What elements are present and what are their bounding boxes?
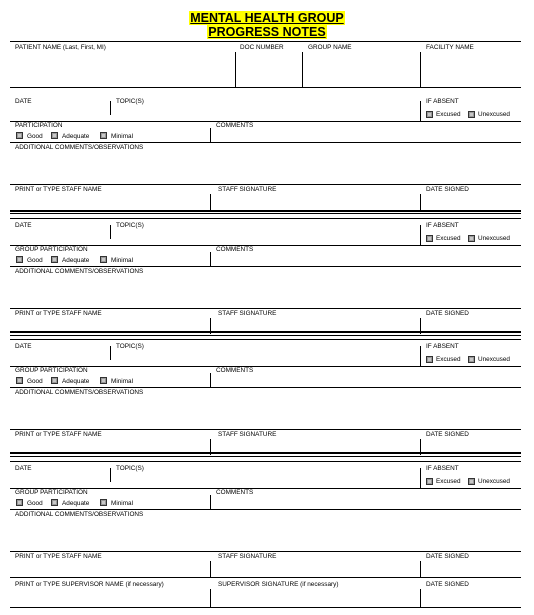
adequate-checkbox[interactable] <box>51 132 58 139</box>
topics-label: TOPIC(S) <box>116 465 144 472</box>
topics-label: TOPIC(S) <box>116 222 144 229</box>
if-absent-label: IF ABSENT <box>426 465 459 472</box>
supervisor-date-signed-label: DATE SIGNED <box>426 581 469 588</box>
excused-checkbox[interactable] <box>426 111 433 118</box>
topics-divider <box>110 225 111 239</box>
adequate-checkbox[interactable] <box>51 499 58 506</box>
topics-divider <box>110 346 111 360</box>
good-label: Good <box>27 500 43 507</box>
adequate-checkbox[interactable] <box>51 256 58 263</box>
patient-name-label: PATIENT NAME (Last, First, MI) <box>15 44 106 51</box>
staff-name-label: PRINT or TYPE STAFF NAME <box>15 431 102 438</box>
adequate-label: Adequate <box>62 500 90 507</box>
form-title-line-2: PROGRESS NOTES <box>208 25 326 39</box>
date-label: DATE <box>15 98 32 105</box>
minimal-label: Minimal <box>111 500 134 507</box>
comments-divider <box>210 128 211 142</box>
date-signed-label: DATE SIGNED <box>426 553 469 560</box>
additional-comments-label: ADDITIONAL COMMENTS/OBSERVATIONS <box>15 144 144 151</box>
good-label: Good <box>27 257 43 264</box>
signature-divider <box>210 194 211 210</box>
unexcused-label: Unexcused <box>478 478 510 485</box>
if-absent-label: IF ABSENT <box>426 343 459 350</box>
row-rule <box>10 429 521 430</box>
unexcused-label: Unexcused <box>478 111 510 118</box>
participation-label: GROUP PARTICIPATION <box>15 367 88 374</box>
unexcused-label: Unexcused <box>478 235 510 242</box>
staff-name-label: PRINT or TYPE STAFF NAME <box>15 553 102 560</box>
adequate-label: Adequate <box>62 257 90 264</box>
excused-checkbox[interactable] <box>426 356 433 363</box>
section-top-rule <box>10 218 521 219</box>
good-checkbox[interactable] <box>16 256 23 263</box>
row-rule <box>10 387 521 388</box>
absent-divider <box>420 225 421 245</box>
excused-checkbox[interactable] <box>426 235 433 242</box>
good-checkbox[interactable] <box>16 499 23 506</box>
if-absent-label: IF ABSENT <box>426 222 459 229</box>
additional-comments-label: ADDITIONAL COMMENTS/OBSERVATIONS <box>15 389 144 396</box>
section-bottom-rule <box>10 452 521 454</box>
participation-label: GROUP PARTICIPATION <box>15 246 88 253</box>
additional-comments-label: ADDITIONAL COMMENTS/OBSERVATIONS <box>15 511 144 518</box>
unexcused-checkbox[interactable] <box>468 478 475 485</box>
facility-name-label: FACILITY NAME <box>426 44 474 51</box>
date-signed-label: DATE SIGNED <box>426 186 469 193</box>
row-rule <box>10 551 521 552</box>
supervisor-date-divider <box>420 589 421 607</box>
if-absent-label: IF ABSENT <box>426 98 459 105</box>
comments-label: COMMENTS <box>216 367 254 374</box>
section-separator-rule <box>10 335 521 336</box>
minimal-checkbox[interactable] <box>100 499 107 506</box>
comments-label: COMMENTS <box>216 246 254 253</box>
section-separator-rule <box>10 213 521 214</box>
staff-signature-label: STAFF SIGNATURE <box>218 310 277 317</box>
supervisor-name-label: PRINT or TYPE SUPERVISOR NAME (if necessary) <box>15 581 164 588</box>
row-rule <box>10 308 521 309</box>
excused-label: Excused <box>436 478 461 485</box>
supervisor-signature-label: SUPERVISOR SIGNATURE (if necessary) <box>218 581 339 588</box>
unexcused-label: Unexcused <box>478 356 510 363</box>
minimal-checkbox[interactable] <box>100 377 107 384</box>
row-rule <box>10 266 521 267</box>
row-rule <box>10 577 521 578</box>
section-bottom-rule <box>10 210 521 212</box>
minimal-label: Minimal <box>111 257 134 264</box>
section-separator-rule <box>10 456 521 457</box>
additional-comments-label: ADDITIONAL COMMENTS/OBSERVATIONS <box>15 268 144 275</box>
good-checkbox[interactable] <box>16 377 23 384</box>
topics-label: TOPIC(S) <box>116 343 144 350</box>
supervisor-bottom-rule <box>10 607 521 608</box>
staff-signature-label: STAFF SIGNATURE <box>218 431 277 438</box>
comments-label: COMMENTS <box>216 489 254 496</box>
date-signed-label: DATE SIGNED <box>426 431 469 438</box>
absent-divider <box>420 101 421 121</box>
row-rule <box>10 509 521 510</box>
good-label: Good <box>27 378 43 385</box>
good-checkbox[interactable] <box>16 132 23 139</box>
form-title-line-1: MENTAL HEALTH GROUP <box>190 11 344 25</box>
good-label: Good <box>27 133 43 140</box>
excused-label: Excused <box>436 356 461 363</box>
topics-divider <box>110 101 111 115</box>
row-rule <box>10 121 521 122</box>
header-top-rule <box>10 41 521 42</box>
supervisor-signature-divider <box>210 589 211 607</box>
excused-label: Excused <box>436 235 461 242</box>
date-signed-divider <box>420 561 421 577</box>
adequate-label: Adequate <box>62 378 90 385</box>
date-label: DATE <box>15 222 32 229</box>
comments-label: COMMENTS <box>216 122 254 129</box>
facility-name-divider <box>420 52 421 87</box>
date-label: DATE <box>15 343 32 350</box>
topics-divider <box>110 468 111 482</box>
staff-signature-label: STAFF SIGNATURE <box>218 186 277 193</box>
section-top-rule <box>10 339 521 340</box>
date-signed-label: DATE SIGNED <box>426 310 469 317</box>
date-signed-divider <box>420 194 421 210</box>
absent-divider <box>420 346 421 366</box>
group-name-label: GROUP NAME <box>308 44 352 51</box>
minimal-checkbox[interactable] <box>100 256 107 263</box>
doc-number-divider <box>235 52 236 87</box>
absent-divider <box>420 468 421 488</box>
unexcused-checkbox[interactable] <box>468 111 475 118</box>
doc-number-label: DOC NUMBER <box>240 44 284 51</box>
participation-label: GROUP PARTICIPATION <box>15 489 88 496</box>
comments-divider <box>210 252 211 266</box>
date-label: DATE <box>15 465 32 472</box>
staff-signature-label: STAFF SIGNATURE <box>218 553 277 560</box>
row-rule <box>10 184 521 185</box>
section-top-rule <box>10 461 521 462</box>
header-bottom-rule <box>10 87 521 88</box>
participation-label: PARTICIPATION <box>15 122 63 129</box>
section-bottom-rule <box>10 331 521 333</box>
excused-checkbox[interactable] <box>426 478 433 485</box>
unexcused-checkbox[interactable] <box>468 356 475 363</box>
staff-name-label: PRINT or TYPE STAFF NAME <box>15 310 102 317</box>
comments-divider <box>210 495 211 509</box>
unexcused-checkbox[interactable] <box>468 235 475 242</box>
adequate-checkbox[interactable] <box>51 377 58 384</box>
row-rule <box>10 142 521 143</box>
minimal-checkbox[interactable] <box>100 132 107 139</box>
staff-name-label: PRINT or TYPE STAFF NAME <box>15 186 102 193</box>
minimal-label: Minimal <box>111 378 134 385</box>
group-name-divider <box>302 52 303 87</box>
signature-divider <box>210 561 211 577</box>
excused-label: Excused <box>436 111 461 118</box>
comments-divider <box>210 373 211 387</box>
topics-label: TOPIC(S) <box>116 98 144 105</box>
adequate-label: Adequate <box>62 133 90 140</box>
minimal-label: Minimal <box>111 133 134 140</box>
